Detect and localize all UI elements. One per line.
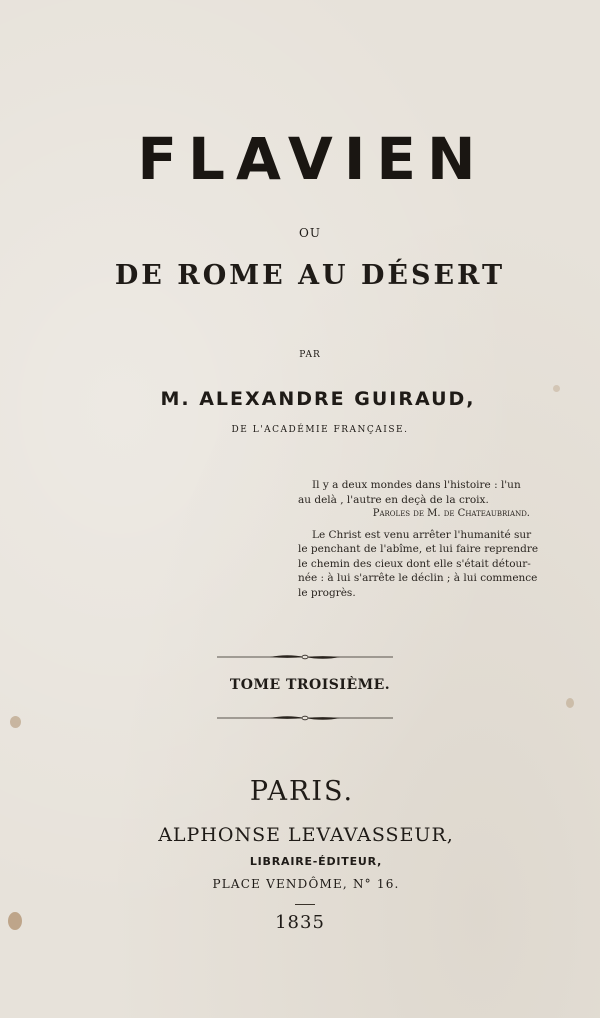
title-conjunction: OU xyxy=(299,226,321,240)
epigraph xyxy=(298,478,542,600)
imprint-role: LIBRAIRE-ÉDITEUR, xyxy=(249,855,383,868)
imprint-publisher: ALPHONSE LEVAVASSEUR, xyxy=(158,824,454,846)
ornamental-rule-top xyxy=(215,653,395,661)
imprint-year: 1835 xyxy=(275,912,325,933)
imprint-city: PARIS. xyxy=(249,776,355,807)
book-title: FLAVIEN xyxy=(137,125,487,193)
by-line: PAR xyxy=(299,350,321,360)
epigraph-line: au delà , l'autre en deçà de la croix. xyxy=(298,493,489,506)
ornamental-rule-bottom xyxy=(215,714,395,722)
foxing-spot xyxy=(566,698,574,708)
epigraph-line: Il y a deux mondes dans l'histoire : l'un xyxy=(312,479,521,491)
author-name: M. ALEXANDRE GUIRAUD, xyxy=(160,388,476,410)
divider xyxy=(295,904,315,905)
epigraph-line: Le Christ est venu arrêter l'humanité sur xyxy=(312,528,532,541)
imprint-address: PLACE VENDÔME, N° 16. xyxy=(212,877,400,891)
epigraph-line: le penchant de l'abîme, et lui faire reprendre xyxy=(298,543,539,555)
epigraph-line: le progrès. xyxy=(298,586,356,599)
foxing-spot xyxy=(10,716,21,728)
epigraph-line: née : à lui s'arrête le déclin ; à lui commence xyxy=(298,572,538,584)
author-affiliation: DE L'ACADÉMIE FRANÇAISE. xyxy=(231,425,409,435)
volume-label: TOME TROISIÈME. xyxy=(229,677,391,693)
epigraph-line: le chemin des cieux dont elle s'était détour- xyxy=(298,557,531,570)
book-subtitle: DE ROME AU DÉSERT xyxy=(114,260,506,291)
epigraph-attribution: Paroles de M. de Chateaubriand. xyxy=(372,508,530,519)
